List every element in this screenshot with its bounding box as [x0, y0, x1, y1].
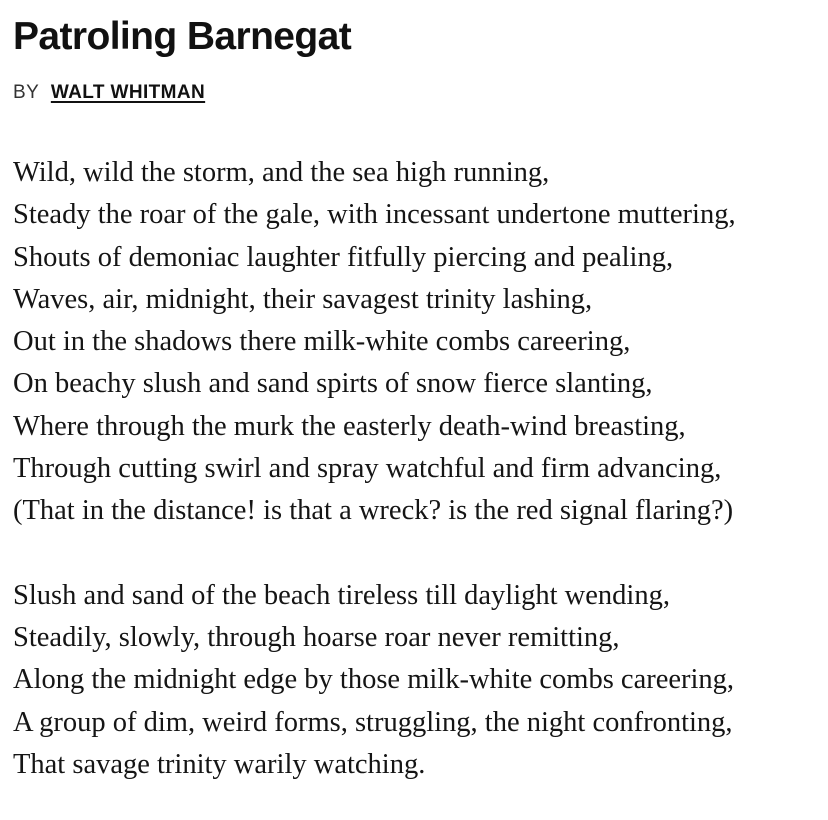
poem-page — [13, 12, 818, 786]
poem-line: Shouts of demoniac laughter fitfully piercing and pealing, — [13, 241, 674, 273]
poem-line: Through cutting swirl and spray watchful and firm advancing, — [13, 453, 722, 485]
byline — [13, 81, 818, 105]
poem-line: Where through the murk the easterly death-wind breasting, — [13, 410, 686, 442]
poem-line: Wild, wild the storm, and the sea high running, — [13, 157, 550, 188]
poem-line: (That in the distance! is that a wreck? is the red signal flaring?) — [13, 495, 734, 527]
stanza-2 — [13, 575, 818, 786]
poem-title: Patroling Barnegat — [13, 15, 352, 58]
poem-line: Steady the roar of the gale, with incessant undertone muttering, — [13, 199, 736, 231]
stanza-1 — [13, 152, 818, 533]
poem-line: Steadily, slowly, through hoarse roar never remitting, — [13, 621, 620, 653]
poem-line: Waves, air, midnight, their savagest trinity lashing, — [13, 283, 593, 315]
author-link[interactable]: WALT WHITMAN — [50, 82, 206, 103]
poem-line: On beachy slush and sand spirts of snow fierce slanting, — [13, 368, 653, 400]
poem-line: Slush and sand of the beach tireless till daylight wending, — [13, 579, 670, 611]
byline-prefix: BY — [13, 82, 40, 103]
poem-line: Along the midnight edge by those milk-white combs careering, — [13, 664, 735, 696]
poem-line: A group of dim, weird forms, struggling, the night confronting, — [13, 706, 733, 738]
poem-line: That savage trinity warily watching. — [13, 748, 426, 780]
poem-line: Out in the shadows there milk-white combs careering, — [13, 326, 631, 358]
